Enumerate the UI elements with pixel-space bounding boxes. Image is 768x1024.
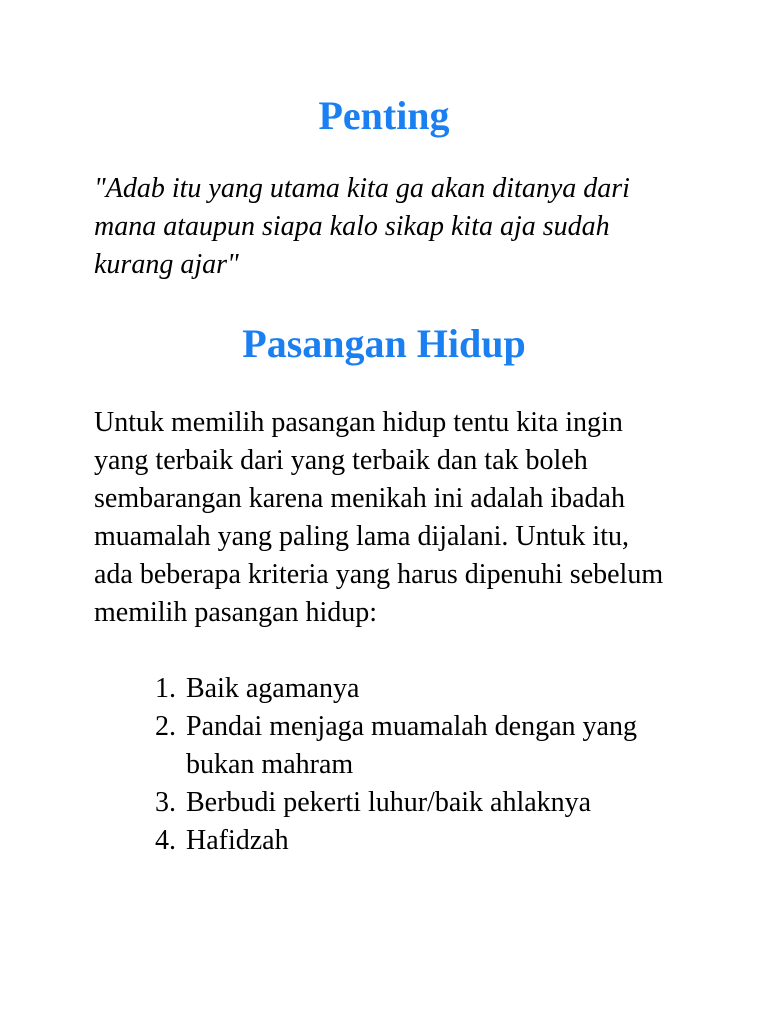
list-item-text: Pandai menjaga muamalah dengan yang bukan mahram [186,711,637,780]
list-item-number: 3. [155,787,176,818]
list-item [94,784,674,822]
list-item [94,822,674,860]
heading-penting: Penting [318,93,450,138]
list-item [94,670,674,708]
quote-paragraph: "Adab itu yang utama kita ga akan ditanya dari mana ataupun siapa kalo sikap kita aja sudah kurang ajar" [94,173,630,280]
list-item-number: 1. [155,673,176,704]
list-item-text: Berbudi pekerti luhur/baik ahlaknya [186,787,592,818]
list-item-number: 4. [155,825,176,856]
list-item-text: Baik agamanya [186,673,360,704]
heading-pasangan-hidup: Pasangan Hidup [242,321,526,366]
criteria-list [94,670,674,860]
list-item [94,708,674,784]
list-item-text: Hafidzah [186,825,289,856]
list-item-number: 2. [155,711,176,742]
body-paragraph: Untuk memilih pasangan hidup tentu kita ingin yang terbaik dari yang terbaik dan tak boleh sembarangan karena menikah ini adalah ibadah muamalah yang paling lama dijalani. Untuk itu, ada beberapa kriteria yang harus dipenuhi sebelum memilih pasangan hidup: [94,407,664,628]
